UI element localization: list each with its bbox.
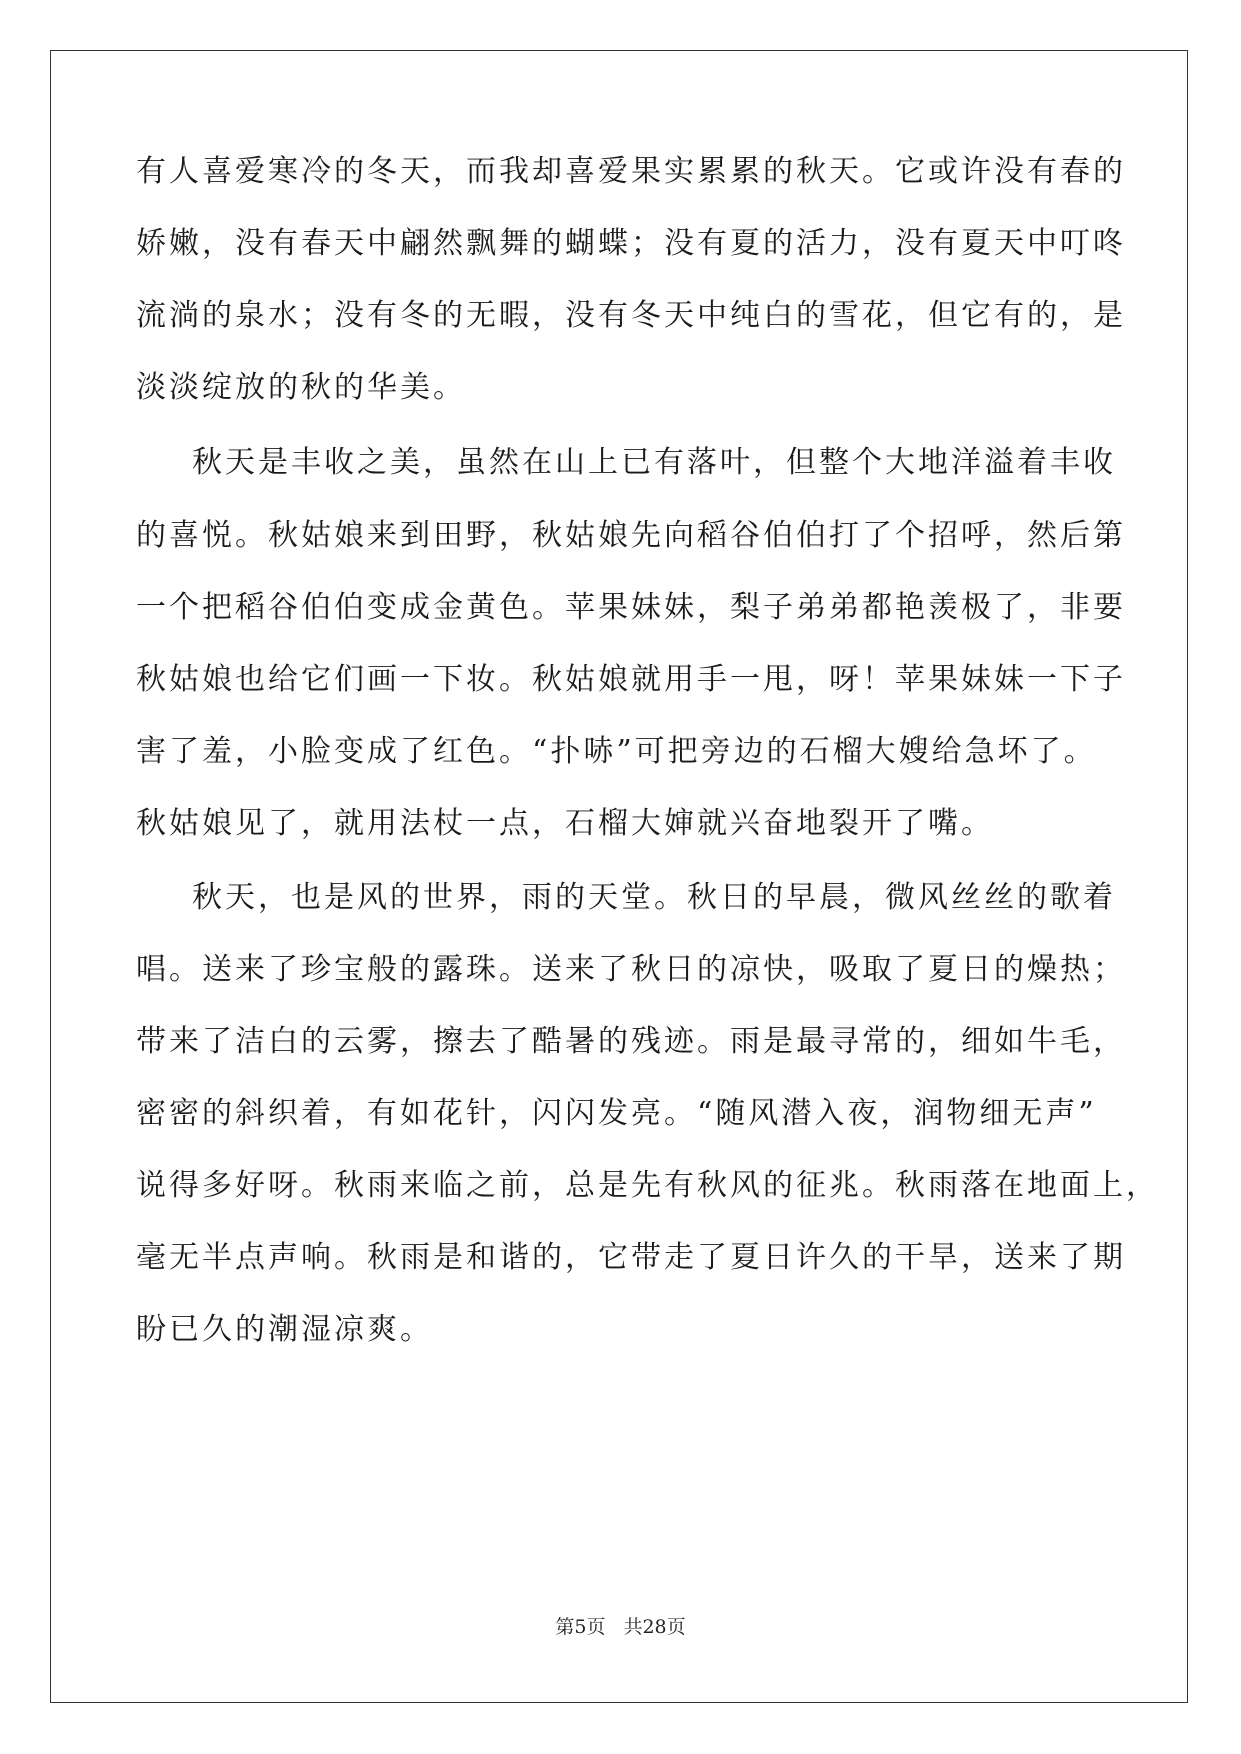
text-line: 毫无半点声响。秋雨是和谐的，它带走了夏日许久的干旱，送来了期 bbox=[136, 1240, 1126, 1275]
text-line: 害了羞，小脸变成了红色。“扑哧”可把旁边的石榴大嫂给急坏了。 bbox=[136, 734, 1097, 769]
text-line: 唱。送来了珍宝般的露珠。送来了秋日的凉快，吸取了夏日的燥热； bbox=[136, 952, 1126, 987]
text-line: 秋姑娘也给它们画一下妆。秋姑娘就用手一甩，呀！苹果妹妹一下子 bbox=[136, 662, 1126, 697]
text-line: 一个把稻谷伯伯变成金黄色。苹果妹妹，梨子弟弟都艳羡极了，非要 bbox=[136, 590, 1126, 625]
text-line: 秋天是丰收之美，虽然在山上已有落叶，但整个大地洋溢着丰收 bbox=[192, 445, 1116, 480]
page-footer bbox=[0, 1615, 1241, 1639]
text-line: 的喜悦。秋姑娘来到田野，秋姑娘先向稻谷伯伯打了个招呼，然后第 bbox=[136, 518, 1126, 553]
text-line: 有人喜爱寒冷的冬天，而我却喜爱果实累累的秋天。它或许没有春的 bbox=[136, 154, 1126, 189]
page-number: 第5页 bbox=[555, 1616, 606, 1638]
text-line: 秋姑娘见了，就用法杖一点，石榴大婶就兴奋地裂开了嘴。 bbox=[136, 806, 994, 841]
text-line: 淡淡绽放的秋的华美。 bbox=[136, 370, 466, 405]
text-line: 秋天，也是风的世界，雨的天堂。秋日的早晨，微风丝丝的歌着 bbox=[192, 880, 1116, 915]
text-line: 带来了洁白的云雾，擦去了酷暑的残迹。雨是最寻常的，细如牛毛， bbox=[136, 1024, 1126, 1059]
text-line: 流淌的泉水；没有冬的无暇，没有冬天中纯白的雪花，但它有的，是 bbox=[136, 298, 1126, 333]
text-line: 娇嫩，没有春天中翩然飘舞的蝴蝶；没有夏的活力，没有夏天中叮咚 bbox=[136, 226, 1126, 261]
page-total: 共28页 bbox=[623, 1616, 686, 1638]
text-line: 盼已久的潮湿凉爽。 bbox=[136, 1312, 433, 1347]
text-line: 说得多好呀。秋雨来临之前，总是先有秋风的征兆。秋雨落在地面上， bbox=[136, 1168, 1159, 1203]
text-line: 密密的斜织着，有如花针，闪闪发亮。“随风潜入夜，润物细无声” bbox=[136, 1096, 1097, 1131]
